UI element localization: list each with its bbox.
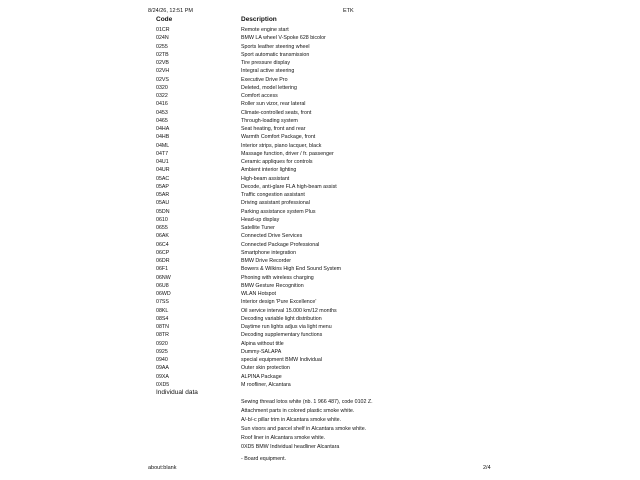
table-row xyxy=(156,208,416,216)
table-row xyxy=(156,224,416,232)
table-row xyxy=(156,125,416,133)
equipment-description: BMW LA wheel V-Spoke 628 bicolor xyxy=(241,35,326,42)
equipment-code: 0655 xyxy=(156,225,168,231)
equipment-description: Seat heating, front and rear xyxy=(241,126,306,132)
table-row xyxy=(156,315,416,323)
equipment-description: Through-loading system xyxy=(241,117,298,124)
page-number: 2/4 xyxy=(483,465,491,471)
table-row xyxy=(156,373,416,381)
equipment-description: BMW Drive Recorder xyxy=(241,258,292,264)
table-row xyxy=(156,92,416,100)
equipment-code: 0920 xyxy=(156,340,168,347)
equipment-code: 05AC xyxy=(156,175,170,182)
equipment-description: Smartphone integration xyxy=(241,249,297,256)
table-row xyxy=(156,241,416,249)
equipment-description: Sport automatic transmission xyxy=(241,51,310,58)
equipment-description: Massage function, driver / fr. passenger xyxy=(241,150,334,157)
equipment-code: 0610 xyxy=(156,216,168,223)
equipment-description: Traffic congestion assistant xyxy=(241,192,305,198)
table-row xyxy=(156,150,416,158)
table-row xyxy=(156,348,416,356)
equipment-code: 0453 xyxy=(156,109,168,116)
individual-data-line: Sewing thread lotos white (nb. 1 966 487), code 0102 Z. xyxy=(241,399,373,405)
equipment-description: Satellite Tuner xyxy=(241,225,275,231)
equipment-code: 09AA xyxy=(156,365,169,372)
equipment-description: High-beam assistant xyxy=(241,175,290,182)
equipment-description: Alpina without title xyxy=(241,340,284,347)
equipment-code: 0940 xyxy=(156,357,168,363)
table-row xyxy=(156,51,416,59)
individual-data-title: Individual data xyxy=(156,389,198,396)
equipment-code: 02VB xyxy=(156,60,169,66)
equipment-code: 04U1 xyxy=(156,159,169,165)
equipment-description: Dummy-SALAPA xyxy=(241,348,282,355)
equipment-code: 04HA xyxy=(156,126,170,132)
equipment-code: 04HB xyxy=(156,134,170,141)
equipment-description: Deleted, model lettering xyxy=(241,84,297,91)
equipment-code: 04ML xyxy=(156,142,170,149)
table-row xyxy=(156,133,416,141)
table-row xyxy=(156,59,416,67)
equipment-code: 08KL xyxy=(156,307,169,314)
table-row xyxy=(156,199,416,207)
equipment-code: 08TR xyxy=(156,332,169,339)
print-datetime: 8/24/26, 12:51 PM xyxy=(148,8,193,14)
table-row xyxy=(156,307,416,315)
individual-data-line: Roof liner in Alcantara smoke white. xyxy=(241,435,326,441)
equipment-code: 06AK xyxy=(156,233,169,240)
equipment-code: 06CP xyxy=(156,249,170,256)
equipment-code: 0465 xyxy=(156,117,168,124)
equipment-code: 04T7 xyxy=(156,150,169,157)
equipment-description: Interior strips, piano lacquer, black xyxy=(241,142,322,149)
table-row xyxy=(156,298,416,306)
individual-data-line: 0XD5 BMW Individual headliner Alcantara xyxy=(241,444,340,450)
equipment-code: 0320 xyxy=(156,84,168,91)
equipment-description: Warmth Comfort Package, front xyxy=(241,134,316,141)
table-row xyxy=(156,323,416,331)
table-row xyxy=(156,232,416,240)
footer-url: about:blank xyxy=(148,465,177,471)
table-row xyxy=(156,282,416,290)
equipment-code: 08TN xyxy=(156,324,169,330)
table-row xyxy=(156,67,416,75)
table-row xyxy=(156,158,416,166)
table-row xyxy=(156,356,416,364)
equipment-code: 06NW xyxy=(156,274,171,281)
equipment-code: 02VH xyxy=(156,68,170,75)
individual-data-line: A/-b/-c pillar trim in Alcantara smoke white. xyxy=(241,417,342,423)
equipment-description: Outer skin protection xyxy=(241,365,290,372)
table-row xyxy=(156,191,416,199)
table-row xyxy=(156,43,416,51)
equipment-code: 024N xyxy=(156,35,169,42)
equipment-description: Sports leather steering wheel xyxy=(241,43,310,50)
equipment-description: Roller sun vizor, rear lateral xyxy=(241,101,306,108)
equipment-description: Decoding supplementary functions xyxy=(241,332,323,339)
equipment-code: 05AU xyxy=(156,200,170,207)
equipment-description: Interior design 'Pure Excellence' xyxy=(241,299,317,306)
table-row xyxy=(156,109,416,117)
equipment-code: 0416 xyxy=(156,101,168,108)
table-row xyxy=(156,26,416,34)
equipment-code: 0925 xyxy=(156,348,168,355)
equipment-code: 05AR xyxy=(156,192,170,198)
equipment-description: Climate-controlled seats, front xyxy=(241,109,312,116)
equipment-description: special equipment BMW Individual xyxy=(241,357,322,363)
table-row xyxy=(156,216,416,224)
equipment-description: WLAN Hotspot xyxy=(241,291,277,297)
equipment-description: Tire pressure display xyxy=(241,60,290,66)
code-column-header: Code xyxy=(156,16,173,23)
table-row xyxy=(156,142,416,150)
equipment-code: 06WD xyxy=(156,291,171,297)
table-row xyxy=(156,381,416,389)
equipment-description: Ceramic appliques for controls xyxy=(241,159,313,165)
table-row xyxy=(156,100,416,108)
equipment-code: 04UR xyxy=(156,167,170,174)
equipment-code: 08S4 xyxy=(156,315,169,322)
table-row xyxy=(156,175,416,183)
equipment-description: Bowers & Wilkins High End Sound System xyxy=(241,266,342,273)
table-row xyxy=(156,117,416,125)
equipment-description: M roofliner, Alcantara xyxy=(241,381,291,388)
individual-data-line: Attachment parts in colored plastic smoke white. xyxy=(241,408,355,414)
table-row xyxy=(156,257,416,265)
description-column-header: Description xyxy=(241,16,277,23)
equipment-description: Integral active steering xyxy=(241,68,295,75)
document-title: ETK xyxy=(343,8,354,14)
equipment-description: Remote engine start xyxy=(241,27,289,33)
table-row xyxy=(156,84,416,92)
equipment-description: Ambient interior lighting xyxy=(241,167,297,174)
equipment-description: Executive Drive Pro xyxy=(241,76,288,83)
equipment-code: 06U8 xyxy=(156,282,169,289)
individual-data-line: - Board equipment. xyxy=(241,456,287,462)
equipment-code: 0XD5 xyxy=(156,381,170,388)
equipment-description: BMW Gesture Recognition xyxy=(241,282,304,289)
table-row xyxy=(156,364,416,372)
equipment-description: ALPINA Package xyxy=(241,373,282,380)
equipment-code: 02VS xyxy=(156,76,169,83)
table-row xyxy=(156,340,416,348)
equipment-description: Decode, anti-glare FLA high-beam assist xyxy=(241,183,337,190)
table-row xyxy=(156,249,416,257)
equipment-code: 05DN xyxy=(156,208,170,215)
equipment-description: Parking assistance system Plus xyxy=(241,208,316,215)
equipment-description: Connected Package Professional xyxy=(241,241,320,248)
equipment-code: 06DR xyxy=(156,258,170,264)
table-row xyxy=(156,76,416,84)
table-row xyxy=(156,265,416,273)
equipment-description: Daytime run lights adjus via light menu xyxy=(241,324,332,330)
equipment-code: 02TB xyxy=(156,51,169,58)
equipment-description: Driving assistant professional xyxy=(241,200,310,207)
table-row xyxy=(156,34,416,42)
table-row xyxy=(156,166,416,174)
equipment-description: Head-up display xyxy=(241,216,280,223)
table-row xyxy=(156,290,416,298)
equipment-code: 06C4 xyxy=(156,241,169,248)
table-row xyxy=(156,274,416,282)
equipment-code: 01CR xyxy=(156,27,170,33)
equipment-code: 06F1 xyxy=(156,266,169,273)
individual-data-notes xyxy=(241,398,373,464)
equipment-description: Comfort access xyxy=(241,93,278,99)
individual-data-line: Sun visors and parcel shelf in Alcantara smoke white. xyxy=(241,426,367,432)
equipment-code: 07SS xyxy=(156,299,169,306)
equipment-code: 05AP xyxy=(156,183,169,190)
equipment-code: 0322 xyxy=(156,93,168,99)
equipment-description: Phoning with wireless charging xyxy=(241,274,314,281)
table-row xyxy=(156,331,416,339)
equipment-description: Decoding variable light distribution xyxy=(241,315,322,322)
equipment-code: 0255 xyxy=(156,43,168,50)
equipment-description: Oil service interval 15.000 km/12 months xyxy=(241,307,337,314)
equipment-description: Connected Drive Services xyxy=(241,233,303,240)
table-row xyxy=(156,183,416,191)
equipment-code: 09XA xyxy=(156,373,169,380)
equipment-table xyxy=(156,26,416,389)
